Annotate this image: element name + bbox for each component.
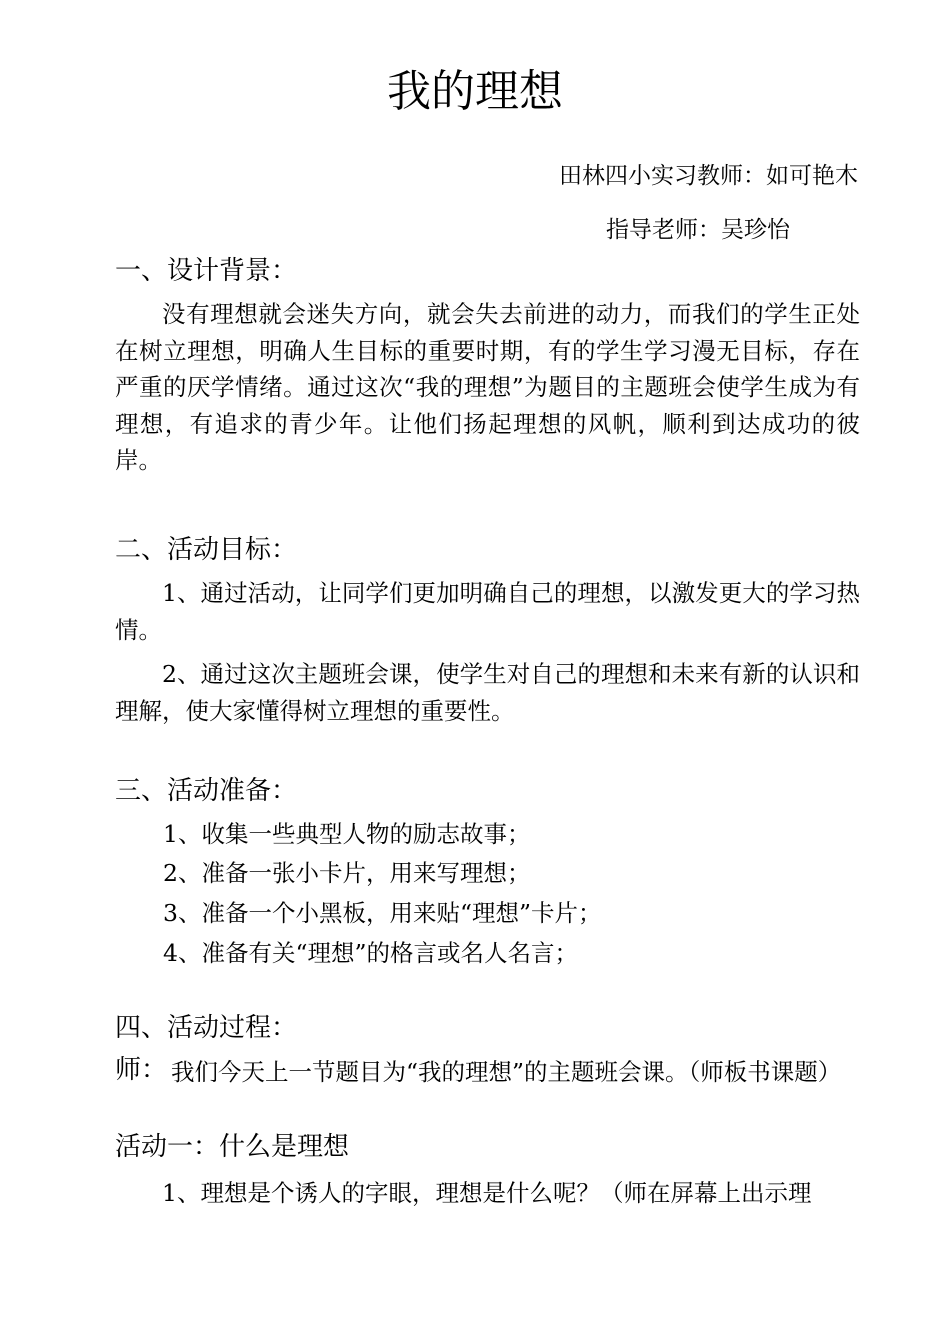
author-line: 田林四小实习教师：如可艳木 [559,163,858,189]
activity-heading: 活动一：什么是理想 [115,1132,350,1162]
teacher-label: 师： [115,1055,168,1085]
page-title: 我的理想 [387,66,563,117]
teacher-text: 我们今天上一节题目为“我的理想”的主题班会课。（师板书课题） [171,1058,842,1086]
section-heading-background: 一、设计背景： [115,256,298,286]
preparation-item-2: 2、准备一张小卡片，用来写理想； [163,859,531,887]
advisor-line: 指导老师：吴珍怡 [606,217,790,243]
preparation-item-3: 3、准备一个小黑板，用来贴“理想”卡片； [163,899,602,927]
goal-item-1: 1、通过活动，让同学们更加明确自己的理想，以激发更大的学习热情。 [115,579,860,644]
activity-item-1: 1、理想是个诱人的字眼，理想是什么呢？（师在屏幕上出示理 [162,1179,812,1207]
preparation-item-1: 1、收集一些典型人物的励志故事； [163,820,531,848]
goal-item-2: 2、通过这次主题班会课，使学生对自己的理想和未来有新的认识和理解，使大家懂得树立理想的重要性。 [115,660,860,725]
section-heading-process: 四、活动过程： [115,1013,298,1043]
background-paragraph: 没有理想就会迷失方向，就会失去前进的动力，而我们的学生正处在树立理想，明确人生目标的重要时期，有的学生学习漫无目标，存在严重的厌学情绪。通过这次“我的理想”为题目的主题班会使学生成为有理想，有追求的青少年。让他们扬起理想的风帆，顺利到达成功的彼岸。 [115,300,860,474]
section-heading-preparation: 三、活动准备： [115,776,298,806]
section-heading-goals: 二、活动目标： [115,535,298,565]
preparation-item-4: 4、准备有关“理想”的格言或名人名言； [163,939,578,967]
